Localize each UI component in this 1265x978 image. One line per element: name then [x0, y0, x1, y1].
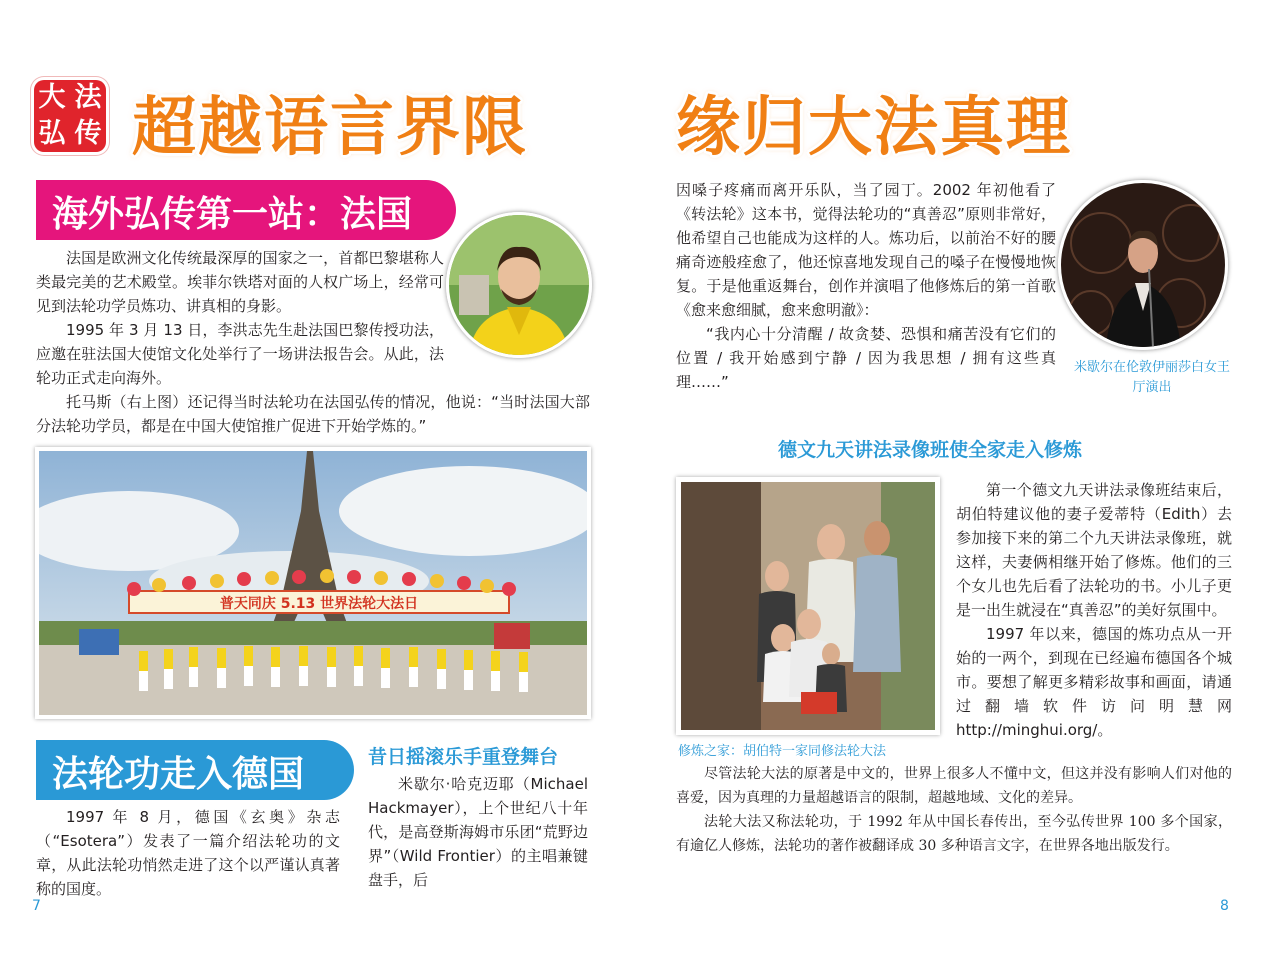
closing-text — [676, 762, 1232, 858]
paragraph: 1997 年 8 月，德国《玄奥》杂志（“Esotera”）发表了一篇介绍法轮功的文章，从此法轮功悄然走进了这个以严谨认真著称的国度。 — [36, 808, 340, 898]
family-text — [956, 478, 1232, 742]
paragraph: 第一个德文九天讲法录像班结束后，胡伯特建议他的妻子爱蒂特（Edith）去参加接下来的第二个九天讲法录像班，就这样，夫妻俩相继开始了修炼。他们的三个女儿也先后看了法轮功的书。小儿子更是一出生就浸在“真善忍”的美好氛围中。 — [956, 481, 1232, 619]
paragraph: 尽管法轮大法的原著是中文的，世界上很多人不懂中文，但这并没有影响人们对他的喜爱，因为真理的力量超越语言的限制，超越地域、文化的差异。 — [676, 766, 1232, 806]
paragraph: 1997 年以来，德国的炼功点从一开始的一两个，到现在已经遍布德国各个城市。要想了解更多精彩故事和画面，请通过翻墙软件访问明慧网 http://minghui.org/。 — [956, 625, 1232, 739]
family-photo-caption: 修炼之家：胡伯特一家同修法轮大法 — [678, 744, 887, 759]
main-title-right: 缘归大法真理 — [676, 91, 1072, 165]
paragraph: 法国是欧洲文化传统最深厚的国家之一，首都巴黎堪称人类最完美的艺术殿堂。埃菲尔铁塔对面的人权广场上，经常可见到法轮功学员炼功、讲真相的身影。 — [36, 249, 444, 315]
rock-heading: 昔日摇滚乐手重登舞台 — [368, 746, 559, 768]
paragraph: 因嗓子疼痛而离开乐队，当了园丁。2002 年初他看了《转法轮》这本书，觉得法轮功的“真善忍”原则非常好，他希望自己也能成为这样的人。炼功后，以前治不好的腰痛奇迹般痊愈了，他还惊喜地发现自己的嗓子在慢慢地恢复。于是他重返舞台，创作并演唱了他修炼后的第一首歌《愈来愈细腻，愈来愈明澈》： — [676, 181, 1056, 319]
thomas-portrait-photo — [446, 212, 592, 358]
michael-performance-photo — [1058, 180, 1228, 350]
logo-char: 传 — [74, 118, 102, 149]
photo-banner-text: 普天同庆 5.13 世界法轮大法日 — [219, 596, 419, 612]
logo-char: 大 — [38, 82, 66, 113]
section-banner-germany — [36, 740, 354, 800]
paragraph: 米歇尔·哈克迈耶（Michael Hackmayer），上个世纪八十年代，是高登斯海姆市乐团“荒野边界”（Wild Frontier）的主唱兼键盘手，后 — [368, 775, 588, 889]
section-heading: 法轮功走入德国 — [52, 754, 305, 795]
rock-text-continued — [676, 178, 1056, 394]
germany-text — [36, 805, 340, 901]
logo-char: 法 — [74, 82, 102, 113]
main-title-left: 超越语言界限 — [132, 91, 528, 165]
eiffel-tower-photo — [39, 451, 587, 715]
page-number-right: 8 — [1220, 898, 1229, 914]
paragraph: 1995 年 3 月 13 日，李洪志先生赴法国巴黎传授功法，应邀在驻法国大使馆文化处举行了一场讲法报告会。从此，法轮功正式走向海外。 — [36, 321, 444, 387]
page-number-left: 7 — [32, 898, 41, 914]
family-heading: 德文九天讲法录像班使全家走入修炼 — [778, 439, 1083, 461]
section-banner-france — [36, 180, 456, 240]
rock-text-start — [368, 772, 588, 892]
dafa-hongchuan-logo — [34, 80, 106, 152]
france-text-lower — [36, 390, 590, 438]
logo-char: 弘 — [38, 118, 66, 149]
michael-photo-caption: 米歇尔在伦敦伊丽莎白女王厅演出 — [1073, 360, 1230, 395]
france-text-upper — [36, 246, 444, 390]
song-quote: “我内心十分清醒 / 故贪婪、恐惧和痛苦没有它们的位置 / 我开始感到宁静 / 因为我思想 / 拥有这些真理……” — [676, 325, 1056, 391]
eiffel-tower-photo-frame — [35, 447, 591, 719]
family-photo — [681, 482, 935, 730]
family-photo-frame — [676, 477, 940, 735]
paragraph: 托马斯（右上图）还记得当时法轮功在法国弘传的情况，他说：“当时法国大部分法轮功学员，都是在中国大使馆推广促进下开始学炼的。” — [36, 393, 590, 435]
section-heading: 海外弘传第一站：法国 — [52, 194, 413, 235]
paragraph: 法轮大法又称法轮功，于 1992 年从中国长春传出，至今弘传世界 100 多个国家，有逾亿人修炼，法轮功的著作被翻译成 30 多种语言文字，在世界各地出版发行。 — [676, 814, 1232, 854]
